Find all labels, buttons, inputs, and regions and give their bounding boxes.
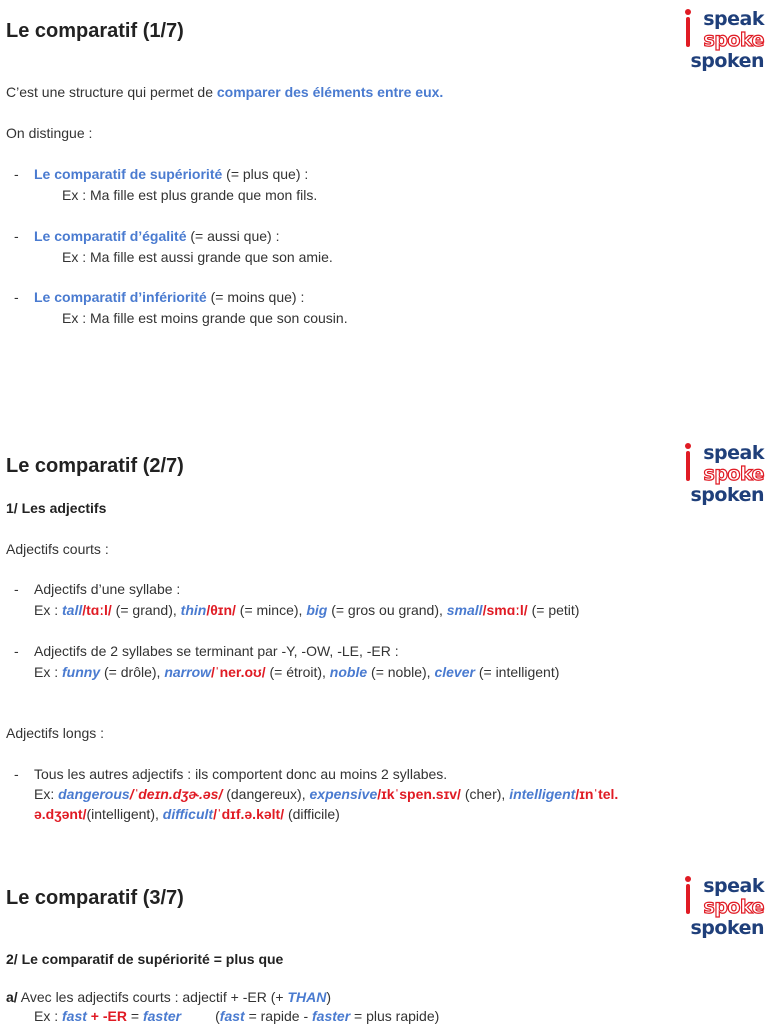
intro-text: C’est une structure qui permet de xyxy=(6,84,217,100)
one-syllable-item: Adjectifs d’une syllabe : xyxy=(34,581,181,597)
word: faster xyxy=(312,1008,351,1024)
bullet-dash: - xyxy=(14,581,19,597)
phonetic: /ˈdɪf.ə.kəlt/ xyxy=(213,806,285,822)
word: faster xyxy=(142,1008,182,1024)
word: narrow xyxy=(164,664,212,680)
word: intelligent xyxy=(509,786,576,802)
word: tall xyxy=(62,602,83,618)
item-label: Le comparatif de supériorité xyxy=(34,166,223,182)
phonetic: /smɑːl/ xyxy=(482,602,528,618)
item-superiorite xyxy=(34,166,308,182)
item-meaning: (= plus que) : xyxy=(222,166,309,182)
logo-line-3: spoken xyxy=(690,484,764,506)
section-1-intro xyxy=(6,84,443,100)
phonetic: ə.dʒənt/ xyxy=(34,806,87,822)
translation: (= intelligent) xyxy=(474,664,560,680)
rule-close: ) xyxy=(326,989,331,1005)
bullet-dash: - xyxy=(14,643,19,659)
two-syllable-item: Adjectifs de 2 syllabes se terminant par -Y, -OW, -LE, -ER : xyxy=(34,643,399,659)
translation: (= étroit), xyxy=(265,664,330,680)
logo-line-3: spoken xyxy=(690,917,764,939)
translation: (= gros ou grand), xyxy=(327,602,447,618)
equals: = xyxy=(127,1008,143,1024)
word: small xyxy=(446,602,483,618)
translation: (= noble), xyxy=(367,664,435,680)
distingue-line: On distingue : xyxy=(6,125,93,141)
translation: = rapide - xyxy=(244,1008,313,1024)
example-prefix: Ex : xyxy=(34,664,63,680)
logo-line-2: spoke xyxy=(703,29,764,51)
item-label: Le comparatif d’égalité xyxy=(34,228,187,244)
word: dangerous xyxy=(58,786,130,802)
example-prefix: Ex : xyxy=(34,1008,63,1024)
bullet-dash: - xyxy=(14,166,19,182)
translation: (= grand), xyxy=(111,602,181,618)
rule-label: a/ xyxy=(6,989,18,1005)
phonetic: /tɑːl/ xyxy=(82,602,112,618)
logo-line-2: spoke xyxy=(703,463,764,485)
bullet-dash: - xyxy=(14,289,19,305)
translation: (dangereux), xyxy=(222,786,310,802)
translation: (= drôle), xyxy=(100,664,165,680)
logo-line-1: speak xyxy=(703,875,764,897)
item-inferiorite xyxy=(34,289,304,305)
two-syllable-examples xyxy=(34,664,559,680)
word: noble xyxy=(329,664,368,680)
translation: (intelligent), xyxy=(86,806,163,822)
section-3-subtitle: 2/ Le comparatif de supériorité = plus que xyxy=(6,951,284,967)
translation: = plus rapide) xyxy=(350,1008,440,1024)
rule-a-line xyxy=(6,989,331,1005)
logo-line-3: spoken xyxy=(690,50,764,72)
word: thin xyxy=(180,602,207,618)
section-3-title: Le comparatif (3/7) xyxy=(6,887,184,909)
example-prefix: Ex: xyxy=(34,786,59,802)
word: clever xyxy=(434,664,475,680)
phonetic: /ˈdeɪn.dʒɚ.əs/ xyxy=(129,786,223,802)
phonetic: /θɪn/ xyxy=(206,602,236,618)
rule-a-example xyxy=(34,1008,439,1024)
item-superiorite-example: Ex : Ma fille est plus grande que mon fils. xyxy=(62,187,318,203)
rule-text: Avec les adjectifs courts : adjectif + -ER (+ xyxy=(17,989,288,1005)
suffix: + -ER xyxy=(86,1008,127,1024)
long-adjectives-item: Tous les autres adjectifs : ils comportent donc au moins 2 syllabes. xyxy=(34,766,448,782)
word: fast xyxy=(219,1008,245,1024)
translation: (= mince), xyxy=(235,602,307,618)
translation: (difficile) xyxy=(284,806,340,822)
logo-line-1: speak xyxy=(703,442,764,464)
paren: ( xyxy=(215,1008,220,1024)
item-label: Le comparatif d’infériorité xyxy=(34,289,207,305)
phonetic: /ɪnˈtel. xyxy=(575,786,619,802)
word: expensive xyxy=(309,786,378,802)
section-2-title: Le comparatif (2/7) xyxy=(6,455,184,477)
speak-spoke-spoken-logo xyxy=(684,875,764,941)
one-syllable-examples xyxy=(34,602,579,618)
adjectifs-courts-heading: Adjectifs courts : xyxy=(6,541,109,557)
translation: (cher), xyxy=(460,786,510,802)
bullet-dash: - xyxy=(14,766,19,782)
section-1-title: Le comparatif (1/7) xyxy=(6,20,184,42)
phonetic: /ɪkˈspen.sɪv/ xyxy=(377,786,461,802)
adjectifs-longs-heading: Adjectifs longs : xyxy=(6,725,105,741)
item-inferiorite-example: Ex : Ma fille est moins grande que son cousin. xyxy=(62,310,348,326)
long-adjectives-examples-line-2 xyxy=(34,806,340,822)
section-2-subtitle: 1/ Les adjectifs xyxy=(6,500,107,516)
speak-spoke-spoken-logo xyxy=(684,442,764,508)
bullet-dash: - xyxy=(14,228,19,244)
speak-spoke-spoken-logo xyxy=(684,8,764,74)
phonetic: /ˈner.oʊ/ xyxy=(211,664,266,680)
intro-highlight: comparer des éléments entre eux. xyxy=(216,84,444,100)
word: difficult xyxy=(162,806,214,822)
word: THAN xyxy=(287,989,327,1005)
word: funny xyxy=(62,664,101,680)
item-meaning: (= moins que) : xyxy=(206,289,305,305)
logo-line-1: speak xyxy=(703,8,764,30)
translation: (= petit) xyxy=(527,602,580,618)
item-meaning: (= aussi que) : xyxy=(186,228,280,244)
item-egalite-example: Ex : Ma fille est aussi grande que son amie. xyxy=(62,249,333,265)
logo-line-2: spoke xyxy=(703,896,764,918)
example-prefix: Ex : xyxy=(34,602,63,618)
word: fast xyxy=(62,1008,87,1024)
long-adjectives-examples-line-1 xyxy=(34,786,618,802)
item-egalite xyxy=(34,228,279,244)
word: big xyxy=(306,602,328,618)
